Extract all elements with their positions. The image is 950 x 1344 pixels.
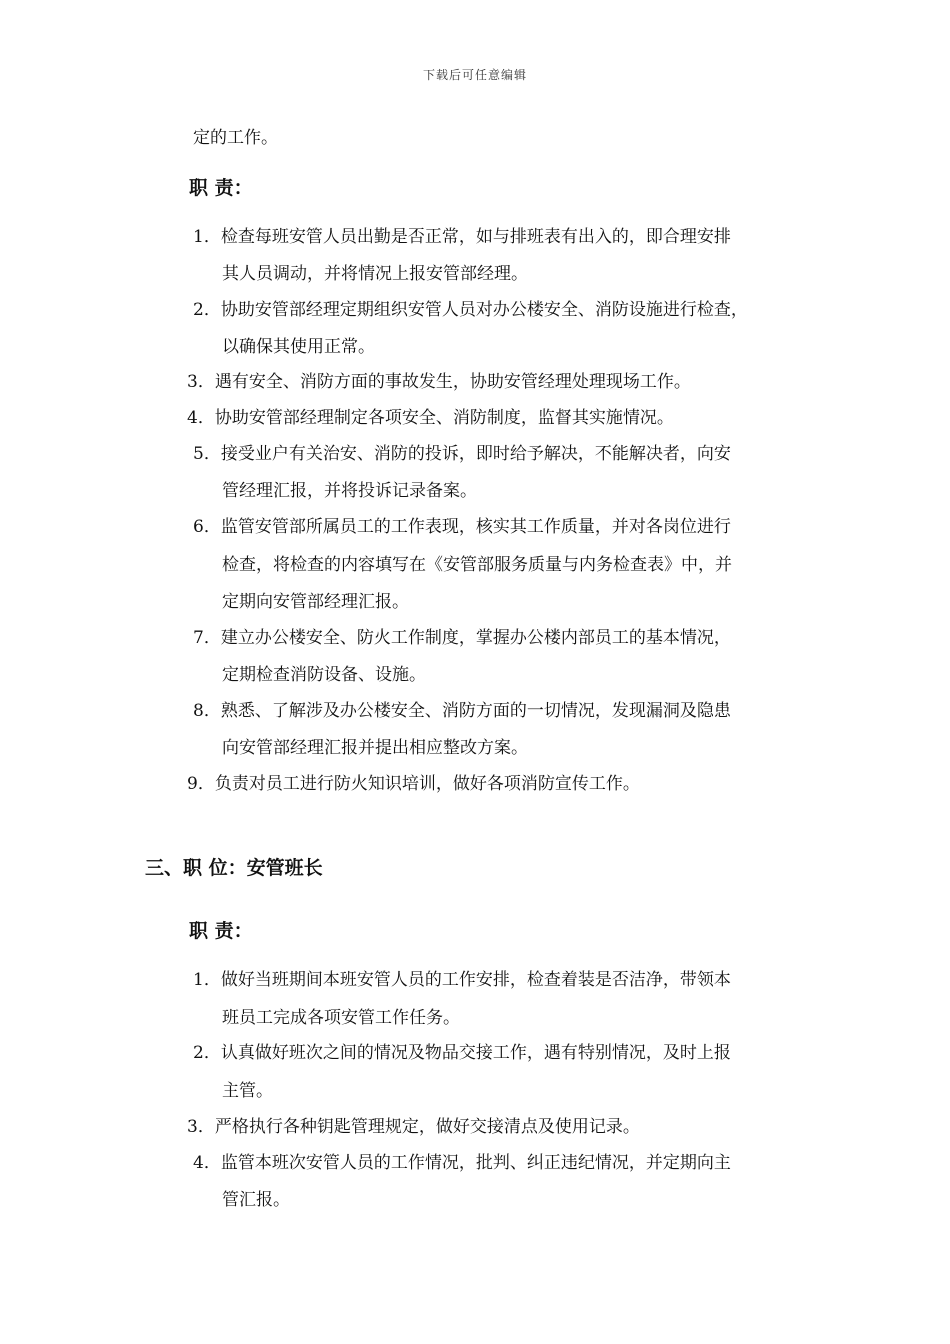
list-item — [187, 408, 674, 428]
duty-title: 职 责： — [189, 920, 253, 942]
list-line: 建立办公楼安全、防火工作制度，掌握办公楼内部员工的基本情况， — [220, 628, 731, 648]
list-line: 协助安管部经理定期组织安管人员对办公楼安全、消防设施进行检查， — [220, 300, 748, 320]
list-line: 协助安管部经理制定各项安全、消防制度，监督其实施情况。 — [214, 408, 674, 428]
list-number: 3． — [187, 372, 215, 392]
list-line: 认真做好班次之间的情况及物品交接工作，遇有特别情况，及时上报 — [220, 1043, 731, 1063]
list-line: 做好当班期间本班安管人员的工作安排，检查着装是否洁净，带领本 — [220, 970, 731, 990]
list-line: 其人员调动，并将情况上报安管部经理。 — [222, 264, 528, 284]
list-line: 检查每班安管人员出勤是否正常，如与排班表有出入的，即合理安排 — [220, 227, 731, 247]
list-number: 8． — [193, 701, 221, 721]
section-heading: 三、职 位：安管班长 — [145, 857, 323, 879]
duty-title: 职 责： — [189, 177, 253, 199]
list-number: 1． — [193, 227, 221, 247]
list-item — [193, 1043, 731, 1063]
list-line: 熟悉、了解涉及办公楼安全、消防方面的一切情况，发现漏洞及隐患 — [220, 701, 731, 721]
list-item — [187, 774, 640, 794]
list-item — [193, 1153, 731, 1173]
list-line: 负责对员工进行防火知识培训，做好各项消防宣传工作。 — [214, 774, 640, 794]
list-item — [193, 517, 731, 537]
list-line: 接受业户有关治安、消防的投诉，即时给予解决，不能解决者，向安 — [220, 444, 731, 464]
list-line: 检查，将检查的内容填写在《安管部服务质量与内务检查表》中，并 — [222, 555, 732, 575]
intro-text: 定的工作。 — [193, 128, 278, 148]
list-number: 3． — [187, 1117, 215, 1137]
list-number: 4． — [193, 1153, 221, 1173]
list-line: 定期向安管部经理汇报。 — [222, 592, 409, 612]
list-line: 向安管部经理汇报并提出相应整改方案。 — [222, 738, 528, 758]
list-number: 9． — [187, 774, 215, 794]
list-item — [187, 1117, 640, 1137]
list-number: 1． — [193, 970, 221, 990]
list-line: 监管本班次安管人员的工作情况，批判、纠正违纪情况，并定期向主 — [220, 1153, 731, 1173]
list-number: 6． — [193, 517, 221, 537]
list-line: 严格执行各种钥匙管理规定，做好交接清点及使用记录。 — [214, 1117, 640, 1137]
list-item — [193, 701, 731, 721]
list-line: 班员工完成各项安管工作任务。 — [222, 1008, 460, 1028]
list-line: 监管安管部所属员工的工作表现，核实其工作质量，并对各岗位进行 — [220, 517, 731, 537]
list-line: 管汇报。 — [222, 1190, 290, 1210]
list-number: 2． — [193, 1043, 221, 1063]
list-line: 定期检查消防设备、设施。 — [222, 665, 426, 685]
list-line: 以确保其使用正常。 — [222, 337, 375, 357]
list-item — [193, 444, 731, 464]
list-number: 4． — [187, 408, 215, 428]
list-line: 管经理汇报，并将投诉记录备案。 — [222, 481, 477, 501]
list-item — [187, 372, 691, 392]
list-number: 5． — [193, 444, 221, 464]
list-line: 主管。 — [222, 1081, 273, 1101]
list-line: 遇有安全、消防方面的事故发生，协助安管经理处理现场工作。 — [214, 372, 691, 392]
list-item — [193, 628, 731, 648]
list-number: 7． — [193, 628, 221, 648]
list-item — [193, 300, 748, 320]
page-header: 下载后可任意编辑 — [422, 68, 527, 82]
list-item — [193, 970, 731, 990]
list-item — [193, 227, 731, 247]
list-number: 2． — [193, 300, 221, 320]
